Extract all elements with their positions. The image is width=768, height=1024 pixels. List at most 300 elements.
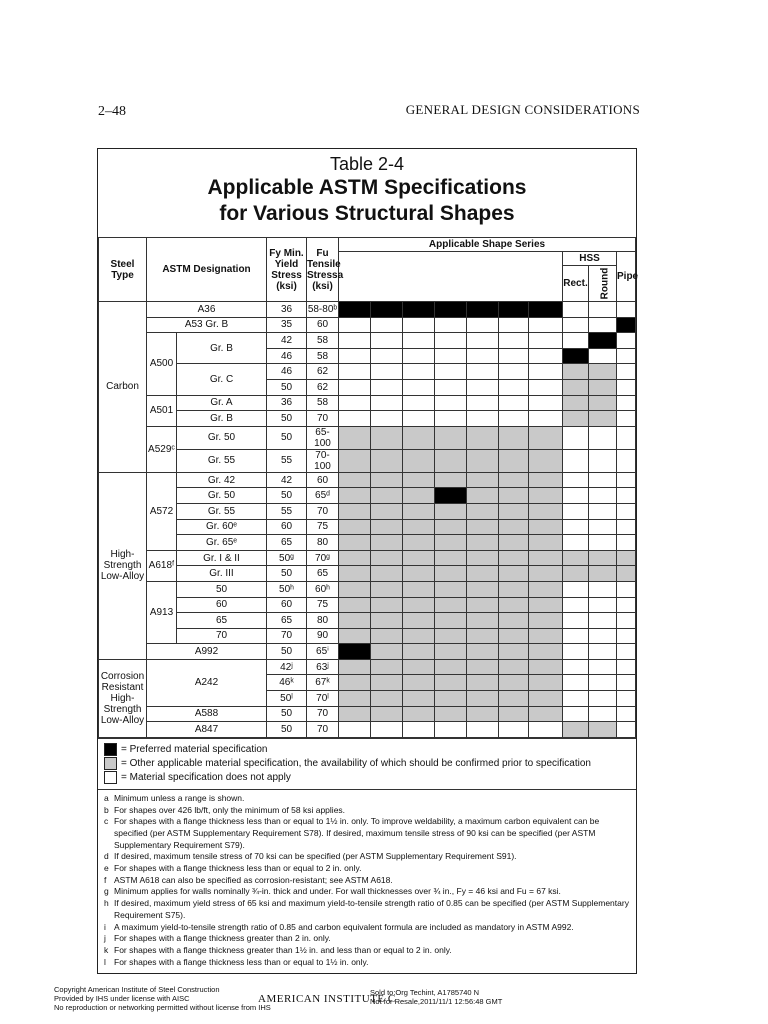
shape-cell-m — [371, 722, 403, 738]
shape-cell-hp — [435, 613, 467, 629]
shape-cell-pipe — [617, 449, 636, 472]
shape-cell-mc — [499, 472, 529, 488]
shape-cell-pipe — [617, 302, 636, 318]
astm-grade-cell: Gr. 50 — [177, 426, 267, 449]
shape-cell-l — [529, 348, 563, 364]
footnote-text: For shapes with a flange thickness greater than 2 in. only. — [114, 933, 331, 944]
shape-cell-l — [529, 379, 563, 395]
shape-cell-pipe — [617, 644, 636, 660]
shape-cell-m — [371, 659, 403, 675]
table-row — [99, 449, 636, 472]
shape-cell-m — [371, 566, 403, 582]
fu-cell: 58 — [307, 395, 339, 411]
footnote — [104, 898, 630, 921]
table-row — [99, 613, 636, 629]
shape-cell-pipe — [617, 675, 636, 691]
shape-cell-mc — [499, 426, 529, 449]
shape-cell-c — [467, 597, 499, 613]
table-row — [99, 550, 636, 566]
footnote-text: For shapes with a flange thickness less than or equal to 2 in. only. — [114, 863, 362, 874]
shape-cell-round — [589, 581, 617, 597]
footer-license: Sold to:Org Techint, A1785740 N Not for Resale,2011/11/1 12:56:48 GMT — [370, 988, 503, 1006]
shape-cell-m — [371, 488, 403, 504]
shape-cell-mc — [499, 333, 529, 349]
shape-cell-mc — [499, 488, 529, 504]
shape-cell-hp — [435, 317, 467, 333]
shape-cell-s — [403, 317, 435, 333]
shape-cell-round — [589, 379, 617, 395]
shape-cell-l — [529, 411, 563, 427]
header-shape-rect: Rect. — [563, 266, 589, 302]
astm-grade-cell: 60 — [177, 597, 267, 613]
astm-designation-cell: A529ᶜ — [147, 426, 177, 472]
footnote-marker: f — [104, 874, 107, 885]
shape-cell-c — [467, 333, 499, 349]
shape-cell-pipe — [617, 659, 636, 675]
header-astm-designation: ASTM Designation — [147, 238, 267, 302]
shape-cell-m — [371, 449, 403, 472]
other-swatch — [104, 757, 117, 770]
shape-cell-mc — [499, 675, 529, 691]
footnote-text: A maximum yield-to-tensile strength ratio of 0.85 and carbon equivalent formula are included as mandatory in ASTM A992. — [114, 921, 574, 932]
shape-cell-hp — [435, 691, 467, 707]
fu-cell: 80 — [307, 535, 339, 551]
shape-cell-hp — [435, 675, 467, 691]
fu-cell: 70 — [307, 722, 339, 738]
shape-cell-s — [403, 566, 435, 582]
footnote-marker: a — [104, 792, 109, 803]
shape-cell-mc — [499, 581, 529, 597]
shape-cell-l — [529, 488, 563, 504]
astm-designation-cell: A588 — [147, 706, 267, 722]
fu-cell: 70-100 — [307, 449, 339, 472]
fy-cell: 55 — [267, 449, 307, 472]
shape-cell-w — [339, 628, 371, 644]
footnote — [104, 933, 630, 945]
header-hss: HSS — [563, 252, 617, 266]
shape-cell-rect — [563, 488, 589, 504]
astm-designation-cell: A501 — [147, 395, 177, 426]
shape-cell-mc — [499, 503, 529, 519]
shape-cell-s — [403, 503, 435, 519]
shape-cell-w — [339, 503, 371, 519]
table-number: Table 2-4 — [329, 154, 405, 174]
shape-cell-l — [529, 706, 563, 722]
preferred-swatch — [104, 743, 117, 756]
shape-cell-w — [339, 722, 371, 738]
shape-cell-l — [529, 566, 563, 582]
fu-cell: 75 — [307, 597, 339, 613]
shape-cell-hp — [435, 503, 467, 519]
shape-cell-pipe — [617, 550, 636, 566]
fy-cell: 50 — [267, 644, 307, 660]
shape-cell-rect — [563, 395, 589, 411]
shape-cell-m — [371, 317, 403, 333]
shape-cell-s — [403, 379, 435, 395]
footnote — [104, 957, 630, 969]
header-steel-type: Steel Type — [99, 238, 147, 302]
fy-cell: 36 — [267, 395, 307, 411]
shape-cell-hp — [435, 644, 467, 660]
shape-cell-pipe — [617, 691, 636, 707]
shape-cell-m — [371, 675, 403, 691]
footnote-marker: d — [104, 851, 109, 862]
shape-cell-pipe — [617, 503, 636, 519]
table-title-line1: Applicable ASTM Specifications — [207, 176, 527, 199]
shape-cell-s — [403, 659, 435, 675]
shape-cell-w — [339, 395, 371, 411]
shape-cell-round — [589, 348, 617, 364]
shape-cell-l — [529, 395, 563, 411]
shape-cell-m — [371, 333, 403, 349]
steel-type-cell: Carbon — [99, 302, 147, 473]
shape-cell-w — [339, 488, 371, 504]
shape-cell-round — [589, 449, 617, 472]
table-row — [99, 566, 636, 582]
shape-cell-round — [589, 597, 617, 613]
shape-cell-c — [467, 348, 499, 364]
fy-cell: 42ʲ — [267, 659, 307, 675]
footnote-marker: g — [104, 886, 109, 897]
shape-cell-m — [371, 644, 403, 660]
shape-cell-mc — [499, 722, 529, 738]
shape-cell-w — [339, 302, 371, 318]
shape-cell-c — [467, 675, 499, 691]
shape-cell-m — [371, 302, 403, 318]
shape-cell-rect — [563, 597, 589, 613]
astm-designation-cell: A53 Gr. B — [147, 317, 267, 333]
shape-cell-l — [529, 550, 563, 566]
fu-cell: 58 — [307, 348, 339, 364]
shape-cell-round — [589, 706, 617, 722]
shape-cell-round — [589, 659, 617, 675]
astm-designation-cell: A36 — [147, 302, 267, 318]
fu-cell: 67ᵏ — [307, 675, 339, 691]
astm-grade-cell: 50 — [177, 581, 267, 597]
astm-designation-cell: A242 — [147, 659, 267, 706]
shape-cell-pipe — [617, 519, 636, 535]
footnote-text: ASTM A618 can also be specified as corrosion-resistant; see ASTM A618. — [114, 874, 393, 885]
shape-cell-s — [403, 722, 435, 738]
astm-grade-cell: 70 — [177, 628, 267, 644]
steel-type-cell: Corrosion Resistant High-Strength Low-Alloy — [99, 659, 147, 737]
table-row — [99, 597, 636, 613]
shape-cell-w — [339, 550, 371, 566]
footnote-text: For shapes over 426 lb/ft, only the minimum of 58 ksi applies. — [114, 804, 346, 815]
table-row — [99, 302, 636, 318]
astm-designation-cell: A500 — [147, 333, 177, 395]
shape-cell-w — [339, 566, 371, 582]
shape-cell-round — [589, 519, 617, 535]
spec-table — [98, 237, 639, 738]
shape-cell-s — [403, 302, 435, 318]
fy-cell: 50ʰ — [267, 581, 307, 597]
footnote — [104, 793, 630, 805]
shape-cell-pipe — [617, 364, 636, 380]
fu-cell: 58-80ᵇ — [307, 302, 339, 318]
shape-cell-w — [339, 472, 371, 488]
shape-cell-rect — [563, 675, 589, 691]
table-row — [99, 488, 636, 504]
shape-cell-w — [339, 317, 371, 333]
shape-cell-round — [589, 333, 617, 349]
fu-cell: 58 — [307, 333, 339, 349]
shape-cell-hp — [435, 395, 467, 411]
shape-cell-w — [339, 411, 371, 427]
shape-cell-c — [467, 550, 499, 566]
shape-cell-rect — [563, 426, 589, 449]
page-number: 2–48 — [98, 104, 126, 119]
astm-grade-cell: Gr. B — [177, 411, 267, 427]
shape-cell-m — [371, 581, 403, 597]
shape-cell-l — [529, 519, 563, 535]
footnote-marker: k — [104, 944, 109, 955]
shape-cell-rect — [563, 659, 589, 675]
shape-cell-m — [371, 503, 403, 519]
shape-cell-c — [467, 659, 499, 675]
shape-cell-round — [589, 644, 617, 660]
shape-cell-round — [589, 395, 617, 411]
astm-grade-cell: Gr. 65ᵉ — [177, 535, 267, 551]
shape-cell-round — [589, 302, 617, 318]
running-title: GENERAL DESIGN CONSIDERATIONS — [405, 102, 640, 117]
fy-cell: 60 — [267, 519, 307, 535]
astm-designation-cell: A618ᶠ — [147, 550, 177, 581]
shape-cell-hp — [435, 566, 467, 582]
shape-cell-pipe — [617, 706, 636, 722]
footnote-marker: j — [104, 933, 106, 944]
shape-cell-l — [529, 581, 563, 597]
table-row — [99, 644, 636, 660]
shape-cell-c — [467, 449, 499, 472]
shape-cell-s — [403, 644, 435, 660]
shape-cell-pipe — [617, 722, 636, 738]
shape-cell-hp — [435, 364, 467, 380]
shape-cell-pipe — [617, 628, 636, 644]
shape-cell-c — [467, 364, 499, 380]
footnote-text: If desired, maximum tensile stress of 70 ksi can be specified (per ASTM Supplementary Requirement S91). — [114, 851, 517, 862]
astm-grade-cell: 65 — [177, 613, 267, 629]
shape-cell-c — [467, 691, 499, 707]
shape-cell-c — [467, 472, 499, 488]
shape-cell-c — [467, 503, 499, 519]
shape-cell-round — [589, 488, 617, 504]
fu-cell: 70ˡ — [307, 691, 339, 707]
shape-cell-rect — [563, 644, 589, 660]
shape-cell-c — [467, 613, 499, 629]
fu-cell: 70 — [307, 411, 339, 427]
fu-cell: 65ᵈ — [307, 488, 339, 504]
shape-cell-pipe — [617, 488, 636, 504]
footnote-text: Minimum applies for walls nominally ¾-in. thick and under. For wall thicknesses over ¾ in., Fy = 46 ksi and Fu = 67 ksi. — [114, 886, 561, 897]
shape-cell-w — [339, 644, 371, 660]
shape-cell-round — [589, 628, 617, 644]
footnote — [104, 863, 630, 875]
shape-cell-m — [371, 691, 403, 707]
shape-cell-s — [403, 348, 435, 364]
table-title-line2: for Various Structural Shapes — [219, 202, 515, 225]
spec-table-body — [99, 302, 636, 738]
shape-cell-w — [339, 535, 371, 551]
shape-cell-mc — [499, 519, 529, 535]
shape-cell-c — [467, 426, 499, 449]
fy-cell: 36 — [267, 302, 307, 318]
fy-cell: 55 — [267, 503, 307, 519]
shape-cell-w — [339, 613, 371, 629]
footnote — [104, 805, 630, 817]
header-blank — [339, 252, 563, 302]
shape-cell-c — [467, 395, 499, 411]
footnote — [104, 851, 630, 863]
astm-grade-cell: Gr. I & II — [177, 550, 267, 566]
footnote-text: If desired, maximum yield stress of 65 ksi and maximum yield-to-tensile strength ratio of 0.85 can be specified (per ASTM Supplementary Requirement S75). — [114, 898, 629, 920]
table-row — [99, 722, 636, 738]
astm-designation-cell: A572 — [147, 472, 177, 550]
table-row — [99, 472, 636, 488]
table-row — [99, 317, 636, 333]
footnote — [104, 886, 630, 898]
shape-cell-pipe — [617, 597, 636, 613]
shape-cell-rect — [563, 628, 589, 644]
shape-cell-rect — [563, 333, 589, 349]
shape-cell-l — [529, 597, 563, 613]
shape-cell-hp — [435, 519, 467, 535]
shape-cell-w — [339, 691, 371, 707]
shape-cell-c — [467, 411, 499, 427]
footnote — [104, 922, 630, 934]
shape-cell-pipe — [617, 426, 636, 449]
shape-cell-mc — [499, 597, 529, 613]
header-fu: Fu Tensile Stressa (ksi) — [307, 238, 339, 302]
fy-cell: 65 — [267, 535, 307, 551]
astm-grade-cell: Gr. B — [177, 333, 267, 364]
fy-cell: 42 — [267, 472, 307, 488]
shape-cell-round — [589, 503, 617, 519]
shape-cell-m — [371, 597, 403, 613]
shape-cell-l — [529, 659, 563, 675]
shape-cell-mc — [499, 449, 529, 472]
shape-cell-hp — [435, 348, 467, 364]
shape-cell-s — [403, 675, 435, 691]
fy-cell: 50ᵍ — [267, 550, 307, 566]
shape-cell-round — [589, 550, 617, 566]
shape-cell-mc — [499, 395, 529, 411]
astm-designation-cell: A992 — [147, 644, 267, 660]
fu-cell: 90 — [307, 628, 339, 644]
table-row — [99, 503, 636, 519]
none-swatch — [104, 771, 117, 784]
shape-cell-l — [529, 535, 563, 551]
shape-cell-s — [403, 488, 435, 504]
shape-cell-l — [529, 449, 563, 472]
shape-cell-s — [403, 597, 435, 613]
astm-grade-cell: Gr. 50 — [177, 488, 267, 504]
fy-cell: 42 — [267, 333, 307, 349]
shape-cell-round — [589, 722, 617, 738]
shape-cell-c — [467, 302, 499, 318]
shape-cell-mc — [499, 706, 529, 722]
astm-grade-cell: Gr. C — [177, 364, 267, 395]
shape-cell-c — [467, 628, 499, 644]
fu-cell: 70 — [307, 503, 339, 519]
shape-cell-rect — [563, 566, 589, 582]
table-row — [99, 395, 636, 411]
shape-cell-s — [403, 426, 435, 449]
shape-cell-pipe — [617, 348, 636, 364]
shape-cell-s — [403, 581, 435, 597]
shape-cell-hp — [435, 659, 467, 675]
fu-cell: 80 — [307, 613, 339, 629]
shape-cell-l — [529, 503, 563, 519]
astm-grade-cell: Gr. 55 — [177, 503, 267, 519]
header-fy: Fy Min. Yield Stress (ksi) — [267, 238, 307, 302]
shape-cell-hp — [435, 449, 467, 472]
shape-cell-hp — [435, 722, 467, 738]
footnote-text: For shapes with a flange thickness greater than 1½ in. and less than or equal to 2 in. only. — [114, 944, 452, 955]
shape-cell-mc — [499, 644, 529, 660]
shape-cell-pipe — [617, 566, 636, 582]
shape-cell-round — [589, 426, 617, 449]
shape-cell-s — [403, 519, 435, 535]
shape-cell-rect — [563, 519, 589, 535]
table-frame — [97, 148, 637, 974]
fy-cell: 50 — [267, 488, 307, 504]
shape-cell-l — [529, 302, 563, 318]
shape-cell-pipe — [617, 472, 636, 488]
astm-designation-cell: A847 — [147, 722, 267, 738]
fy-cell: 50 — [267, 411, 307, 427]
shape-cell-mc — [499, 566, 529, 582]
shape-cell-pipe — [617, 613, 636, 629]
shape-cell-c — [467, 644, 499, 660]
shape-cell-mc — [499, 302, 529, 318]
shape-cell-w — [339, 348, 371, 364]
astm-grade-cell: Gr. 42 — [177, 472, 267, 488]
fy-cell: 46 — [267, 364, 307, 380]
fy-cell: 70 — [267, 628, 307, 644]
fu-cell: 62 — [307, 379, 339, 395]
shape-cell-rect — [563, 722, 589, 738]
shape-cell-s — [403, 411, 435, 427]
shape-cell-round — [589, 535, 617, 551]
shape-cell-l — [529, 472, 563, 488]
table-row — [99, 706, 636, 722]
shape-cell-mc — [499, 317, 529, 333]
legend — [98, 738, 636, 790]
shape-cell-s — [403, 613, 435, 629]
shape-cell-w — [339, 333, 371, 349]
shape-cell-pipe — [617, 581, 636, 597]
shape-cell-s — [403, 472, 435, 488]
astm-designation-cell: A913 — [147, 581, 177, 643]
shape-cell-rect — [563, 550, 589, 566]
shape-cell-rect — [563, 317, 589, 333]
shape-cell-mc — [499, 613, 529, 629]
shape-cell-s — [403, 535, 435, 551]
fy-cell: 35 — [267, 317, 307, 333]
footnote-text: For shapes with a flange thickness less than or equal to 1½ in. only. To improve weldability, a maximum carbon equivalent can be specified (per ASTM Supplementary Requirement S78). If desired, maximum tensile stress of 90 ksi can be specified (per ASTM Supplementary Requirement S79). — [114, 816, 600, 850]
shape-cell-w — [339, 449, 371, 472]
shape-cell-s — [403, 550, 435, 566]
fy-cell: 50 — [267, 379, 307, 395]
shape-cell-round — [589, 675, 617, 691]
shape-cell-mc — [499, 550, 529, 566]
shape-cell-pipe — [617, 395, 636, 411]
shape-cell-s — [403, 449, 435, 472]
legend-other: = Other applicable material specification, the availability of which should be confirmed prior to specification — [104, 757, 630, 771]
shape-cell-l — [529, 691, 563, 707]
shape-cell-w — [339, 519, 371, 535]
